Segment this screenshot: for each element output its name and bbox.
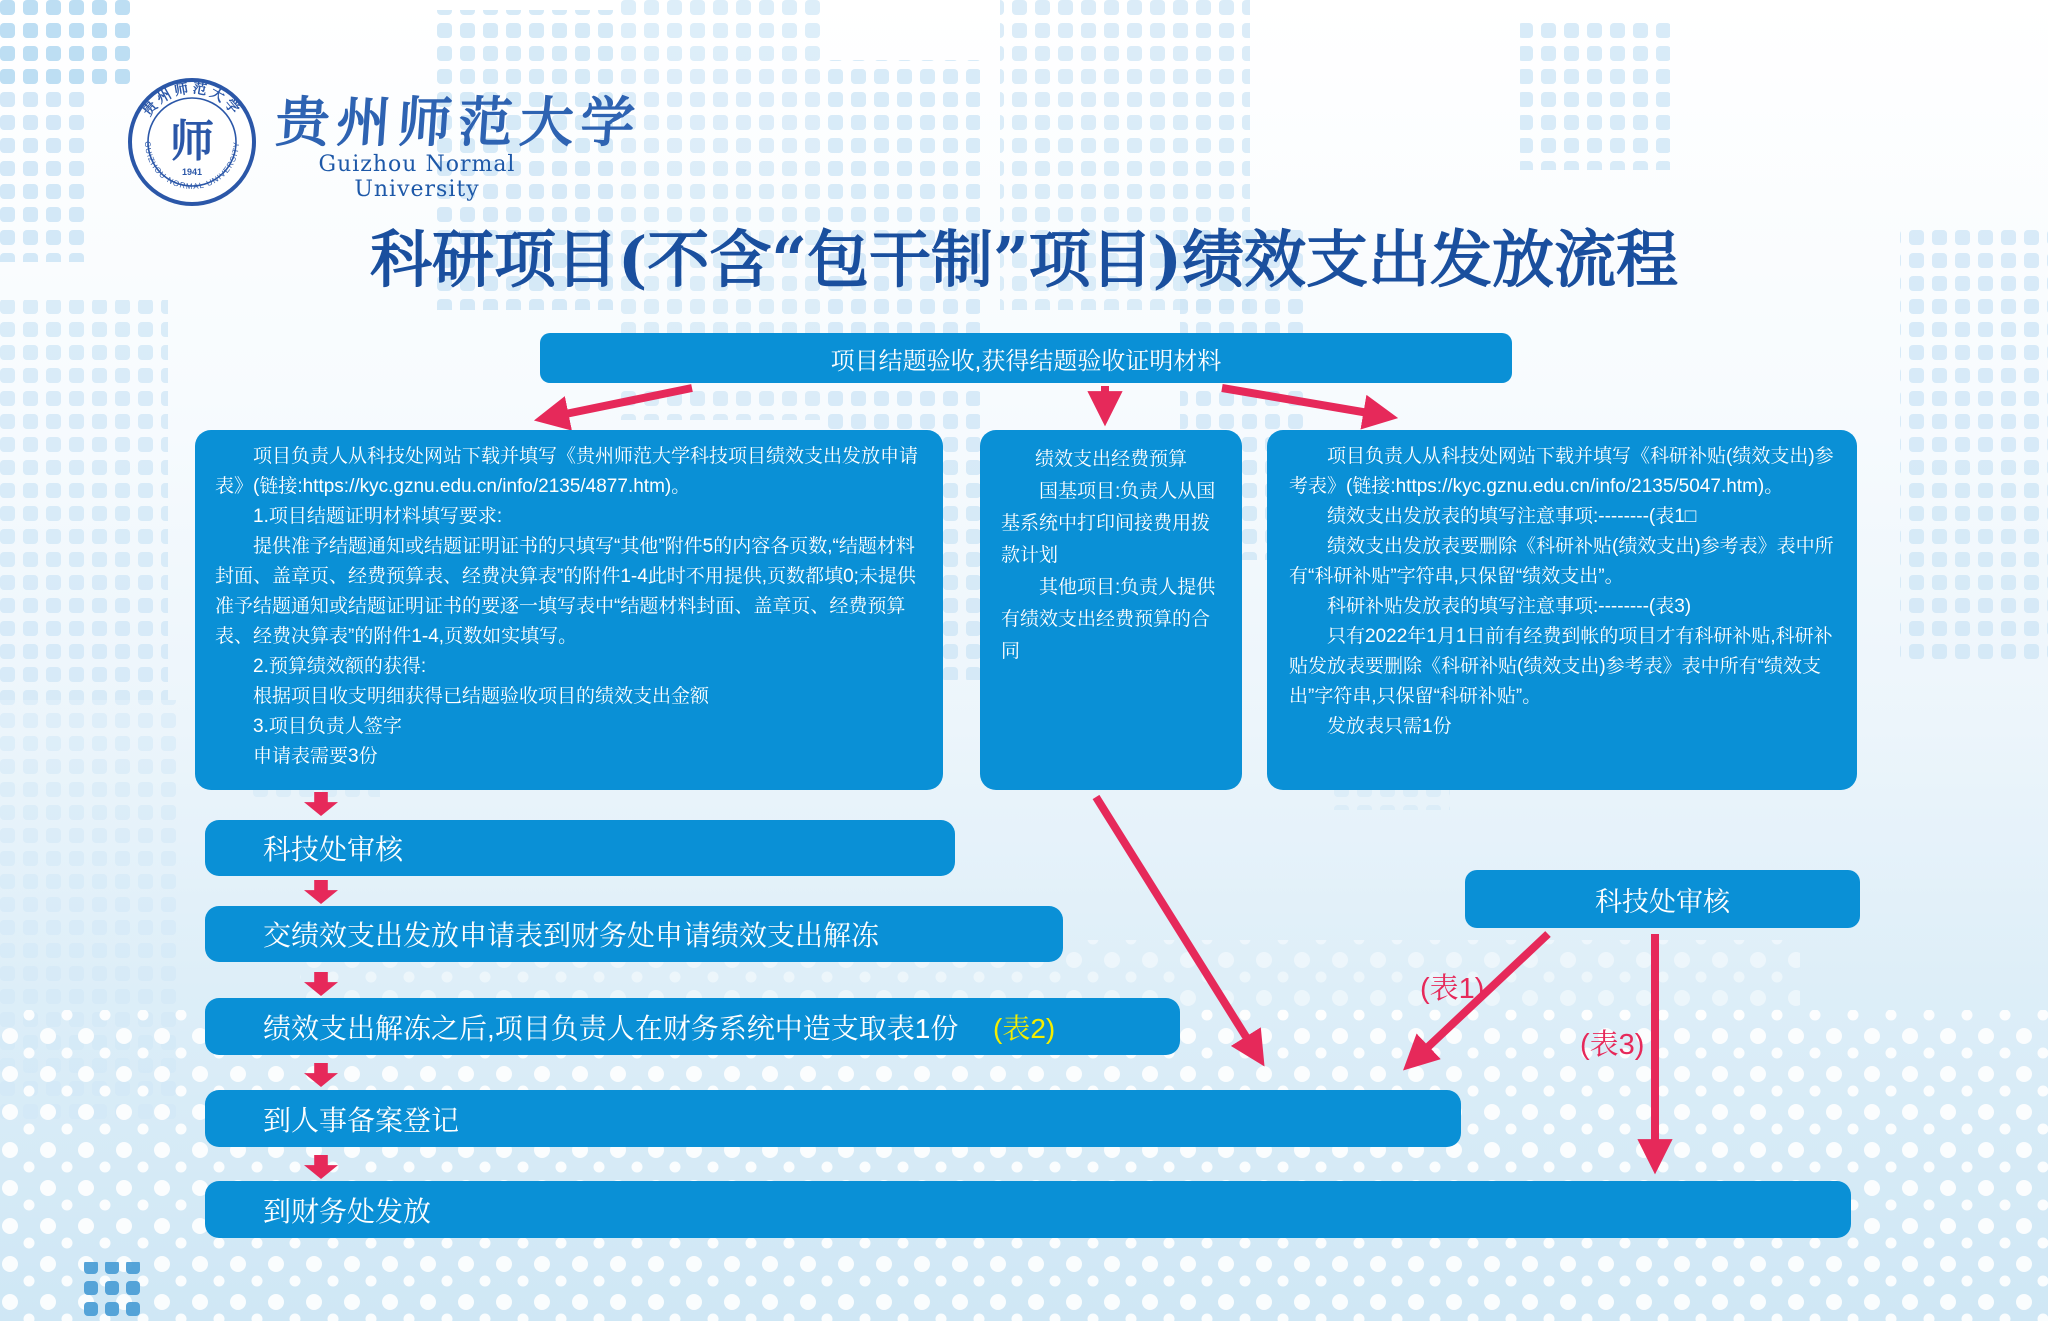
step-node-make-withdraw-form bbox=[205, 998, 1180, 1055]
step-node-submit-finance: 交绩效支出发放申请表到财务处申请绩效支出解冻 bbox=[205, 906, 1063, 962]
seal-year: 1941 bbox=[181, 167, 203, 177]
step-node-kjc-review: 科技处审核 bbox=[205, 820, 955, 876]
seal-center-glyph: 师 bbox=[170, 117, 214, 166]
paragraph: 只有2022年1月1日前有经费到帐的项目才有科研补贴,科研补贴发放表要删除《科研补贴(绩效支出)参考表》表中所有“绩效支出”字符串,只保留“科研补贴”。 bbox=[1289, 626, 1833, 707]
seal-chinese-arc: 贵州师范大学 bbox=[139, 79, 245, 119]
label-table2: (表2) bbox=[993, 1012, 1056, 1044]
paragraph: 1.项目结题证明材料填写要求: bbox=[253, 506, 503, 527]
paragraph: 申请表需要3份 bbox=[253, 746, 378, 767]
paragraph: 3.项目负责人签字 bbox=[253, 716, 402, 737]
paragraph: 发放表只需1份 bbox=[1327, 716, 1452, 737]
paragraph: 科研补贴发放表的填写注意事项:--------(表3) bbox=[1327, 596, 1692, 617]
seal-english-arc: GUIZHOU NORMAL UNIVERSITY bbox=[142, 140, 242, 192]
step-node-finance-disbursement: 到财务处发放 bbox=[205, 1181, 1851, 1238]
university-name-en: Guizhou Normal University bbox=[318, 152, 516, 202]
poster-title: 科研项目(不含“包干制”项目)绩效支出发放流程 bbox=[370, 223, 1678, 296]
paragraph: 提供准予结题通知或结题证明证书的只填写“其他”附件5的内容各页数,“结题材料封面、盖章页、经费预算表、经费决算表”的附件1-4此时不用提供,页数都填0;未提供准予结题通知或结题证明证书的要逐一填写表中“结题材料封面、盖章页、经费预算表、经费决算表”的附件1-4,页数如实填写。 bbox=[215, 536, 916, 647]
label-table1: (表1) bbox=[1420, 973, 1485, 1005]
paragraph: 绩效支出发放表要删除《科研补贴(绩效支出)参考表》表中所有“科研补贴”字符串,只保留“绩效支出”。 bbox=[1289, 536, 1834, 587]
budget-box-title: 绩效支出经费预算 bbox=[1034, 449, 1187, 470]
label-table3: (表3) bbox=[1580, 1029, 1645, 1061]
node-application-instructions bbox=[195, 430, 943, 790]
paragraph: 项目负责人从科技处网站下载并填写《科研补贴(绩效支出)参考表》(链接:https://kyc.gznu.edu.cn/info/2135/5047.htm)。 bbox=[1289, 446, 1834, 497]
paragraph: 根据项目收支明细获得已结题验收项目的绩效支出金额 bbox=[253, 686, 710, 707]
flow-start-node: 项目结题验收,获得结题验收证明材料 bbox=[540, 333, 1512, 383]
paragraph: 绩效支出发放表的填写注意事项:--------(表1□ bbox=[1327, 506, 1697, 527]
paragraph: 2.预算绩效额的获得: bbox=[253, 656, 427, 677]
node-budget bbox=[980, 430, 1242, 790]
university-name-zh: 贵州师范大学 bbox=[273, 90, 644, 154]
paragraph: 国基项目:负责人从国基系统中打印间接费用拨款计划 bbox=[1001, 481, 1216, 566]
review-node-right: 科技处审核 bbox=[1465, 870, 1860, 928]
node-subsidy-instructions bbox=[1267, 430, 1857, 790]
step-node-personnel-registration: 到人事备案登记 bbox=[205, 1090, 1461, 1147]
step-text: 绩效支出解冻之后,项目负责人在财务系统中造支取表1份 bbox=[263, 1012, 959, 1044]
paragraph: 项目负责人从科技处网站下载并填写《贵州师范大学科技项目绩效支出发放申请表》(链接:https://kyc.gznu.edu.cn/info/2135/4877.htm)。 bbox=[215, 446, 919, 497]
university-seal bbox=[126, 76, 258, 208]
paragraph: 其他项目:负责人提供有绩效支出经费预算的合同 bbox=[1001, 577, 1216, 662]
